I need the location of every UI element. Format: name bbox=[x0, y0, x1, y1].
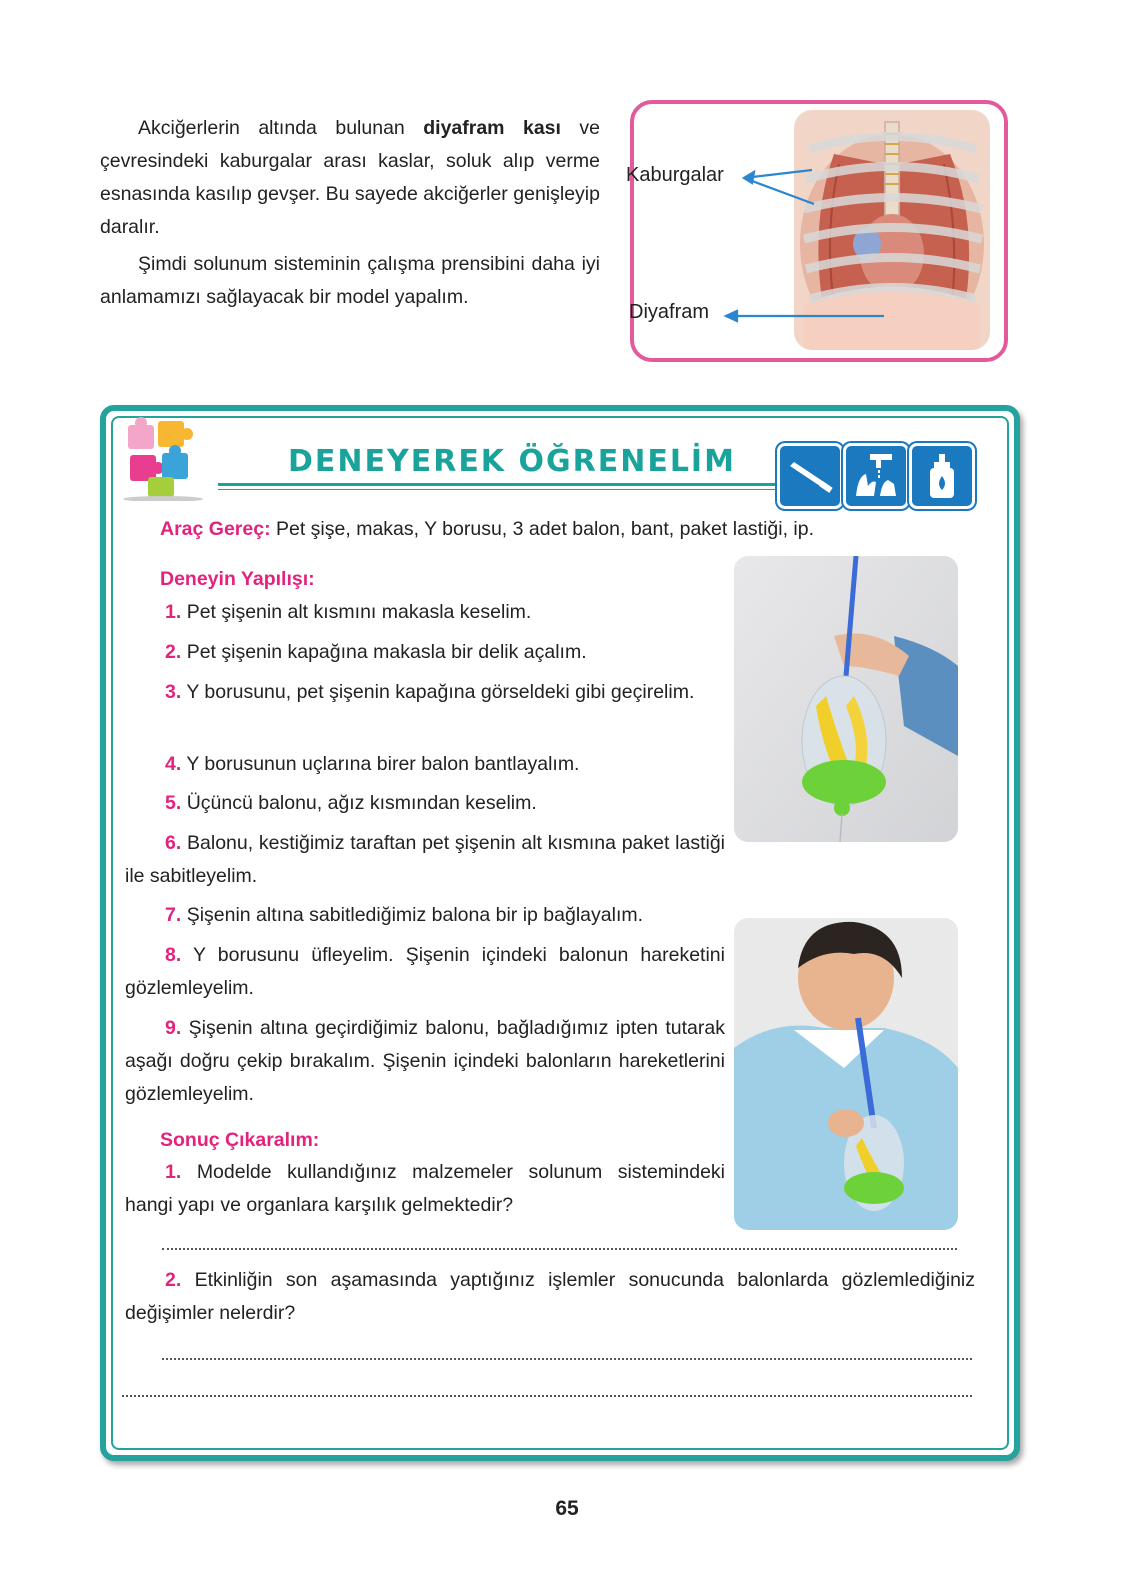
intro-paragraph-1: Akciğerlerin altında bulunan diyafram kası ve çevresindeki kaburgalar arası kaslar, soluk alıp verme esnasında kasılıp gevşer. Bu sayede akciğerler genişleyip daralır. bbox=[100, 117, 601, 238]
step-3: 3. Y borusunu, pet şişenin kapağına görseldeki gibi geçirelim. bbox=[165, 681, 695, 703]
answer-line-3[interactable] bbox=[122, 1393, 972, 1397]
step-5: 5. Üçüncü balonu, ağız kısmından keselim. bbox=[165, 792, 537, 814]
lung-figure bbox=[626, 100, 1008, 362]
step-4: 4. Y borusunun uçlarına birer balon bantlayalım. bbox=[165, 753, 580, 775]
materials-line bbox=[160, 516, 920, 542]
step-7: 7. Şişenin altına sabitlediğimiz balona bir ip bağlayalım. bbox=[165, 904, 644, 926]
bottle-model-photo bbox=[734, 556, 958, 842]
title-underline bbox=[218, 483, 778, 486]
label-diaphragm: Diyafram bbox=[629, 301, 710, 323]
step-8: 8. Y borusunu üfleyelim. Şişenin içindeki balonun hareketini gözlemleyelim. bbox=[125, 944, 725, 999]
step-6: 6. Balonu, kestiğimiz taraftan pet şişenin alt kısmına paket lastiği ile sabitleyelim. bbox=[125, 832, 726, 887]
step-2: 2. Pet şişenin kapağına makasla bir delik açalım. bbox=[165, 641, 587, 663]
answer-line-1[interactable] bbox=[162, 1246, 957, 1250]
materials-text: Pet şişe, makas, Y borusu, 3 adet balon, bant, paket lastiği, ip. bbox=[270, 518, 815, 540]
boy-blowing-photo bbox=[734, 918, 958, 1230]
step-9: 9. Şişenin altına geçirdiğimiz balonu, bağladığımız ipten tutarak aşağı doğru çekip bırakalım. Şişenin içindeki balonların hareketlerini gözlemleyelim. bbox=[125, 1017, 725, 1105]
title-underline-thin bbox=[218, 489, 778, 490]
intro-paragraph-2: Şimdi solunum sisteminin çalışma prensibini daha iyi anlamamızı sağlayacak bir model yapalım. bbox=[100, 253, 600, 308]
materials-label: Araç Gereç: bbox=[160, 518, 271, 540]
intro-text bbox=[100, 112, 600, 314]
question-2: 2. Etkinliğin son aşamasında yaptığınız işlemler sonucunda balonlarda gözlemlediğiniz değişimler nelerdir? bbox=[125, 1269, 975, 1324]
glue-bottle-icon bbox=[909, 443, 975, 509]
conclusion-heading: Sonuç Çıkaralım: bbox=[160, 1129, 320, 1151]
step-1: 1. Pet şişenin alt kısmını makasla keselim. bbox=[165, 601, 532, 623]
answer-line-2[interactable] bbox=[162, 1356, 972, 1360]
puzzle-icon bbox=[118, 415, 208, 501]
procedure-heading: Deneyin Yapılışı: bbox=[160, 568, 315, 590]
page-number: 65 bbox=[555, 1497, 579, 1520]
question-1: 1. Modelde kullandığınız malzemeler solunum sistemindeki hangi yapı ve organlara karşılık gelmektedir? bbox=[125, 1161, 726, 1216]
wash-hands-icon bbox=[843, 443, 909, 509]
sharp-object-icon bbox=[777, 443, 843, 509]
activity-title: DENEYEREK ÖĞRENELİM bbox=[288, 444, 736, 479]
label-ribs: Kaburgalar bbox=[626, 164, 724, 186]
